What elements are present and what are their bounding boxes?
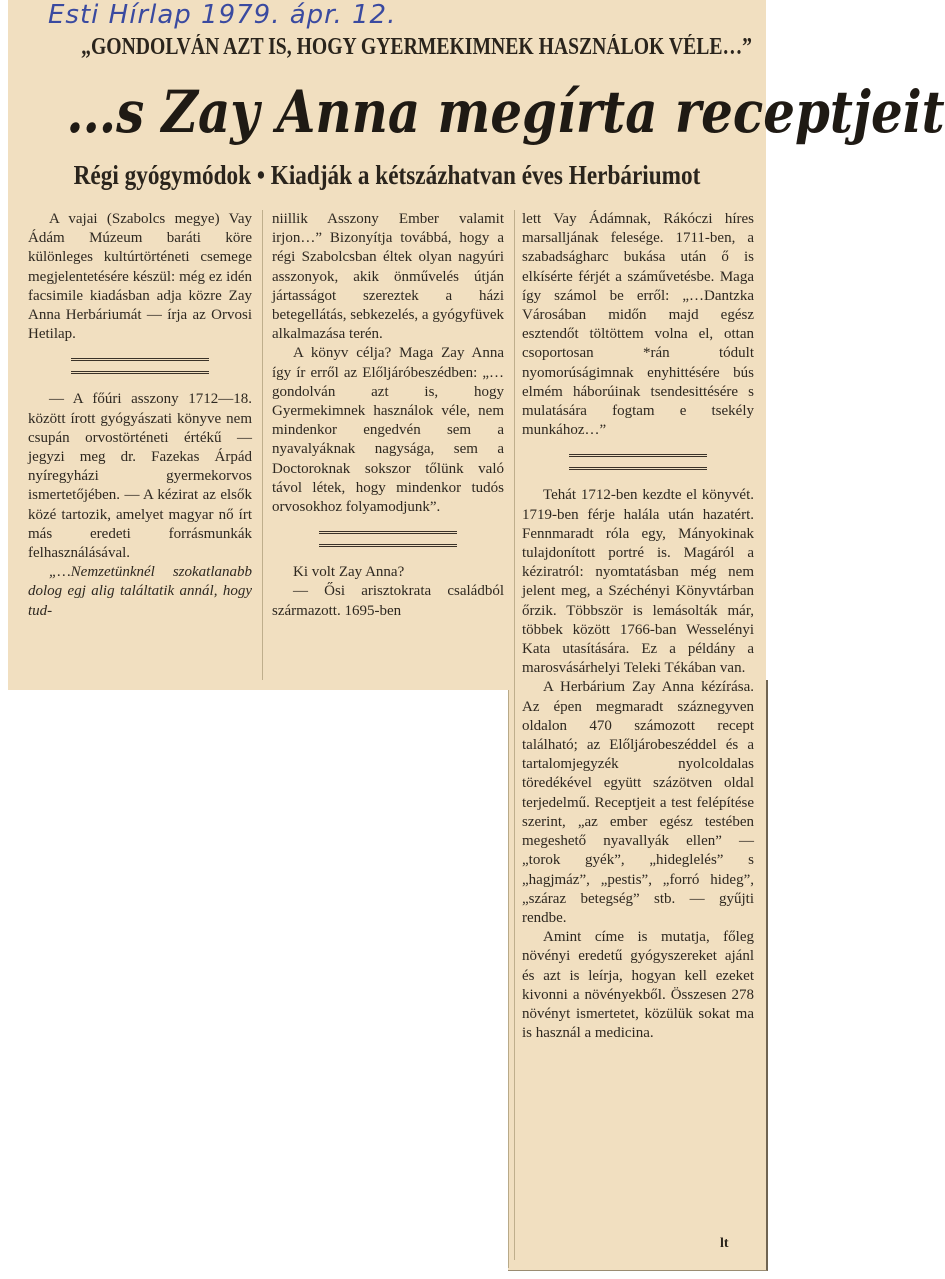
section-rule bbox=[569, 454, 707, 470]
paragraph: — Ősi arisztokrata családból származott. 1695-ben bbox=[272, 583, 504, 619]
column-divider-2 bbox=[514, 210, 515, 1260]
paragraph: niillik Asszony Ember valamit irjon…” Bizonyítja továbbá, hogy a régi Szabolcsban éltek olyan nagyúri asszonyok, akik önművelés útján jártasságot szereztek a házi betegellátás, sebkezelés, a gyógyfüvek alkalmazása terén. bbox=[272, 211, 504, 343]
article-column-1 bbox=[28, 210, 252, 621]
article-headline: …s Zay Anna megírta receptjeit bbox=[66, 78, 945, 146]
article-column-2 bbox=[272, 210, 504, 621]
paragraph: Amint címe is mutatja, főleg növényi eredetű gyógyszereket ajánl és azt is leírja, hogyan kell ezeket kivonni a növényekből. Összesen 278 növényt ismertetet, közülük sokat ma is használ a medicina. bbox=[522, 929, 754, 1042]
paragraph: A vajai (Szabolcs megye) Vay Ádám Múzeum baráti köre különleges kultúrtörténeti csemege megjelentetésére készül: még ez idén facsimile kiadásban adja közre Zay Anna Herbáriumát — írja az Orvosi Hetilap. bbox=[28, 211, 252, 343]
section-rule bbox=[71, 358, 209, 374]
article-subheadline: Régi gyógymódok • Kiadják a kétszázhatvan éves Herbáriumot bbox=[73, 160, 701, 190]
clipping-edge bbox=[508, 690, 509, 1268]
handwritten-source-note: Esti Hírlap 1979. ápr. 12. bbox=[48, 0, 397, 30]
paragraph: lett Vay Ádámnak, Rákóczi híres marsalljának felesége. 1711-ben, a szabadságharc bukása után ő is elkísérte férjét a száművetésbe. Maga így számol be erről: „…Dantzka Városában midőn majd egész esztendőt töltöttem volna el, ottan csoportosan *rán tódult nyomorúságimnak enyhittésére bús elmém háborúinak tsendesittésére s mulatására fogtam e tsekély munkához…” bbox=[522, 211, 754, 439]
section-rule bbox=[319, 531, 457, 547]
column-divider-1 bbox=[262, 210, 263, 680]
paragraph: Tehát 1712-ben kezdte el könyvét. 1719-ben férje halála után hazatért. Fennmaradt róla egy, Mányokinak tulajdonított portré is. Magáról a kéziratról: nyomtatásban még nem jelent meg, a Széchényi Könyvtárban őrzik. Többször is lemásolták már, többek között 1766-ban Wesselényi Kata utasítására. Ez a példány a marosvásárhelyi Teleki Tékában van. bbox=[522, 487, 754, 677]
paragraph: Ki volt Zay Anna? bbox=[293, 564, 405, 581]
article-column-3 bbox=[522, 210, 754, 1043]
paragraph: A Herbárium Zay Anna kézírása. Az épen megmaradt száznegyven oldalon 470 számozott recept található; az Előljárobeszéddel és a tartalomjegyzék nyolcoldalas töredékével együtt százötven oldal terjedelmű. Receptjeit a test felépítése szerint, „az ember egész testében megeshető nyavallyák ellen” — „torok gyék”, „hideglelés” s „hagjmáz”, „pestis”, „forró hideg”, „száraz betegség” stb. — gyűjti rendbe. bbox=[522, 679, 754, 926]
paragraph: — A főúri asszony 1712—18. között írott gyógyászati könyve nem csupán orvostörténeti értékű — jegyzi meg dr. Fazekas Árpád nyíregyházi gyermekorvos ismertetőjében. — A kézirat az elsők közé tartozik, amelyet magyar nő írt más eredeti forrásmunkák felhasználásával. bbox=[28, 391, 252, 562]
author-signature: lt bbox=[720, 1236, 729, 1251]
paragraph: A könyv célja? Maga Zay Anna így ír erről az Előljáróbeszédben: „…gondolván azt is, hogy Gyermekimnek használok véle, nem mindenkor engedvén sem a nyavalyáknak nagysága, sem a Doctoroknak sokszor tőlünk való távol létek, hogy mindenkor tudós orvosokhoz folyamodjunk”. bbox=[272, 345, 504, 516]
article-kicker: „GONDOLVÁN AZT IS, HOGY GYERMEKIMNEK HASZNÁLOK VÉLE…” bbox=[81, 34, 753, 60]
paragraph: „…Nemzetünknél szokatlanabb dolog egj alig találtatik annál, hogy tud- bbox=[28, 564, 252, 619]
